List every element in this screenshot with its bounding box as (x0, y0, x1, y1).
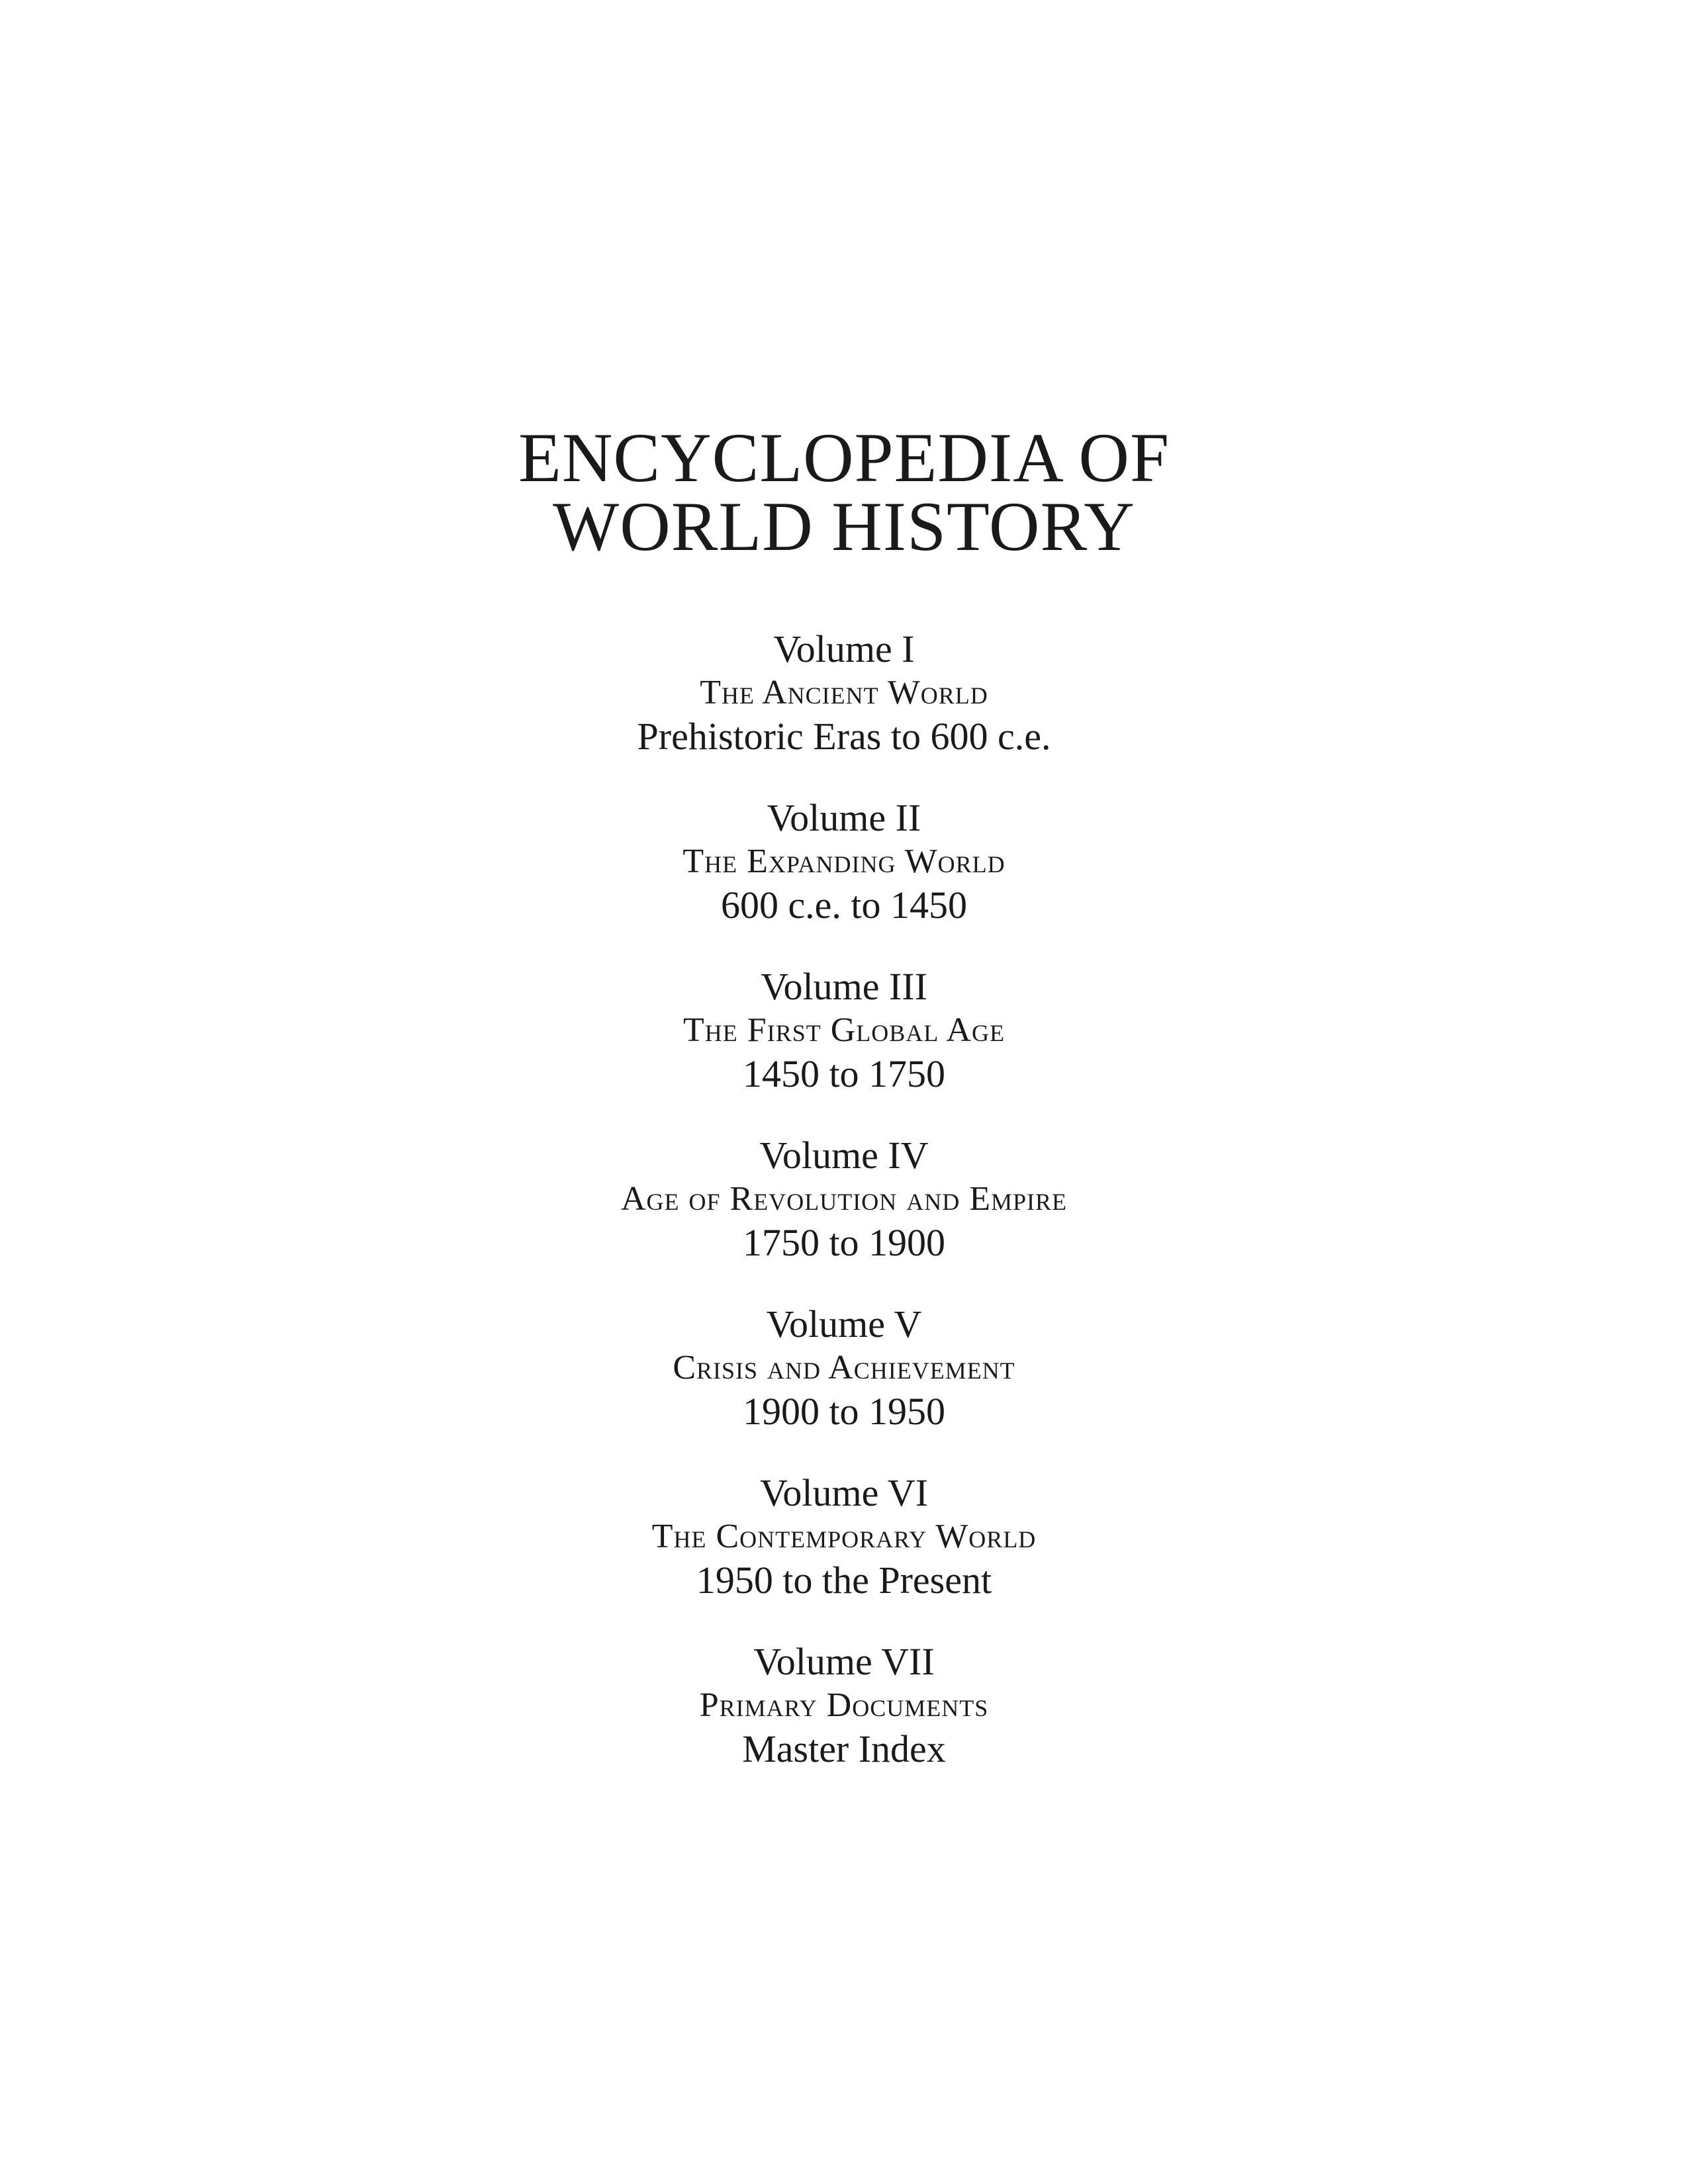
volume-list (0, 627, 1688, 1809)
series-title-line-2: WORLD HISTORY (553, 488, 1135, 565)
volume-title: The Expanding World (682, 842, 1006, 880)
volume-title: The First Global Age (683, 1011, 1005, 1049)
volume-number: Volume II (767, 796, 921, 839)
volume-number: Volume I (773, 627, 915, 670)
volume-period: Prehistoric Eras to 600 c.e. (637, 715, 1051, 758)
volume-entry-1 (0, 627, 1688, 758)
volume-title: The Contemporary World (651, 1518, 1037, 1555)
volume-entry-6 (0, 1471, 1688, 1602)
volume-period: 1750 to 1900 (742, 1221, 946, 1264)
volume-period: 1950 to the Present (696, 1559, 992, 1602)
volume-period: 600 c.e. to 1450 (720, 884, 968, 927)
volume-title: Primary Documents (699, 1686, 989, 1724)
series-title (0, 419, 1688, 565)
volume-number: Volume V (766, 1302, 922, 1345)
volume-title: Crisis and Achievement (673, 1349, 1015, 1387)
series-title-line-1: ENCYCLOPEDIA OF (518, 419, 1170, 496)
volume-entry-3 (0, 965, 1688, 1096)
volume-period: 1900 to 1950 (742, 1390, 946, 1433)
volume-entry-7 (0, 1640, 1688, 1771)
volume-entry-4 (0, 1134, 1688, 1265)
volume-number: Volume VI (759, 1471, 929, 1514)
volume-number: Volume VII (753, 1640, 935, 1683)
volume-title: The Ancient World (700, 674, 988, 711)
volume-number: Volume III (761, 965, 927, 1008)
volume-subtitle: Master Index (742, 1727, 946, 1770)
volume-entry-2 (0, 796, 1688, 927)
volume-number: Volume IV (759, 1134, 929, 1177)
volume-title: Age of Revolution and Empire (621, 1180, 1067, 1218)
volume-period: 1450 to 1750 (742, 1052, 946, 1095)
volume-entry-5 (0, 1302, 1688, 1433)
